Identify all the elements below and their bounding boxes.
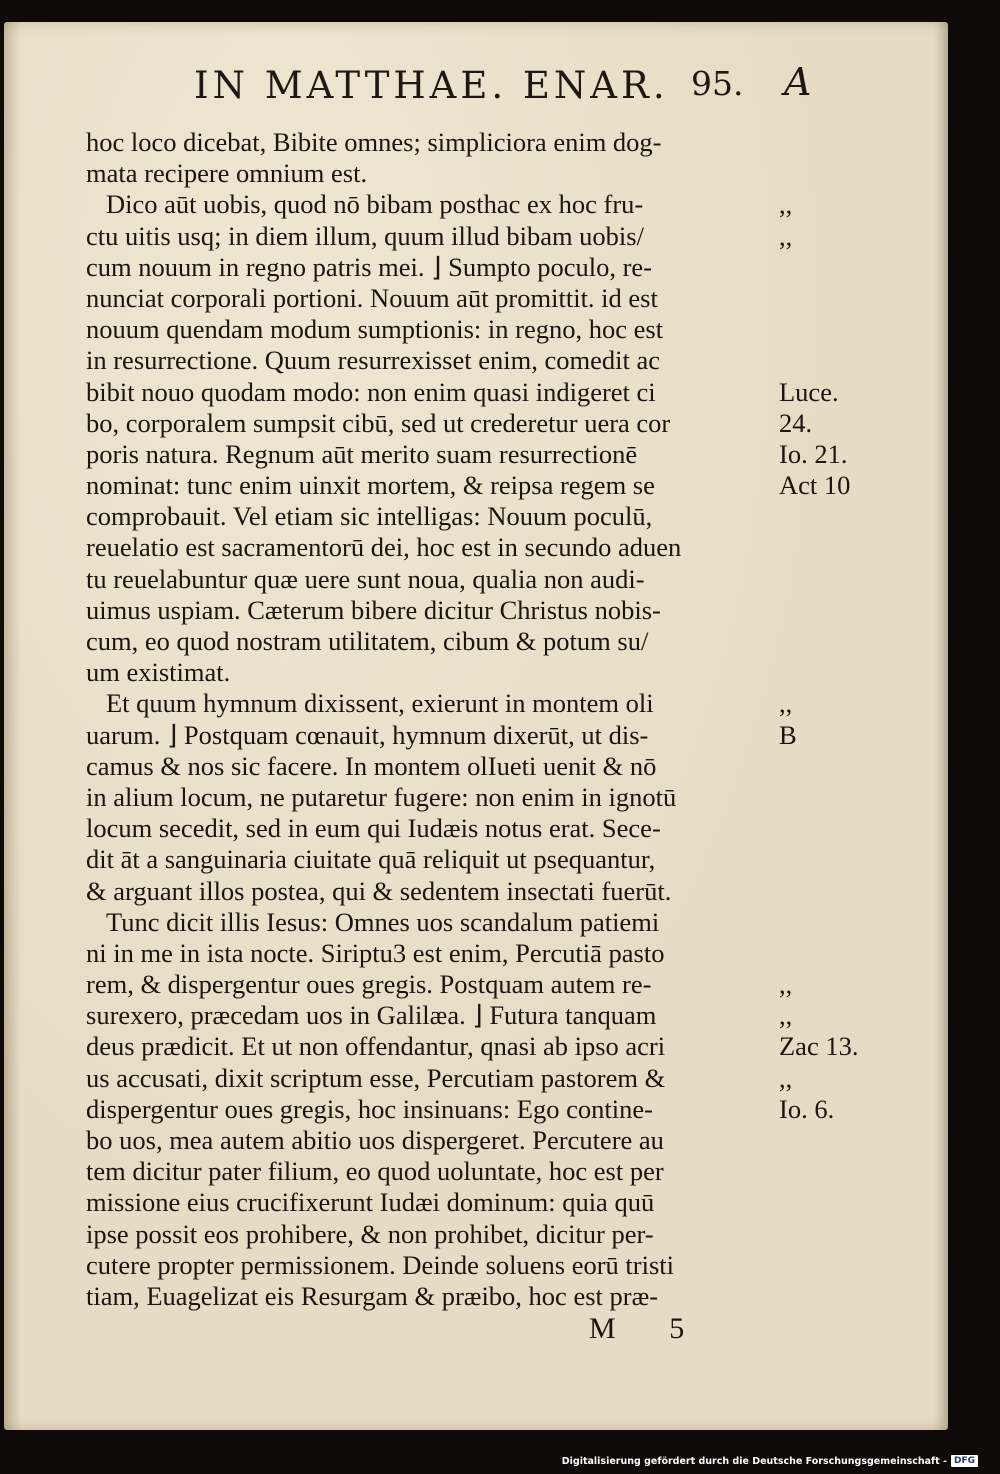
text-line: deus prædicit. Et ut non offendantur, qnasi ab ipso acri [86, 1031, 666, 1062]
margin-note [779, 626, 889, 657]
text-line: uimus uspiam. Cæterum bibere dicitur Christus nobis- [86, 594, 661, 625]
text-line: surexero, præcedam uos in Galilæa. ⌋ Futura tanquam [86, 1000, 657, 1031]
margin-note [779, 501, 889, 532]
text-line: ipse possit eos prohibere, & non prohibet, dicitur per- [86, 1218, 654, 1249]
text-line: in alium locum, ne putaretur fugere: non enim in ignotū [86, 781, 677, 812]
text-line: tu reuelabuntur quæ uere sunt noua, qualia non audi- [86, 563, 645, 594]
margin-note: Luce. [779, 376, 839, 407]
text-line: ctu uitis usq; in diem illum, quum illud bibam uobis/ [86, 220, 644, 251]
margin-note [779, 1156, 889, 1187]
text-line: us accusati, dixit scriptum esse, Percutiam pastorem & [86, 1062, 666, 1093]
body-text [86, 127, 776, 1312]
margin-note [779, 876, 889, 907]
text-line: Dico aūt uobis, quod nō bibam posthac ex hoc fru- [106, 189, 644, 220]
margin-note [779, 813, 889, 844]
margin-note: ,, [779, 969, 793, 1000]
margin-note [779, 751, 889, 782]
text-line: locum secedit, sed in eum qui Iudæis notus erat. Sece- [86, 813, 661, 844]
text-line: nominat: tunc enim uinxit mortem, & reipsa regem se [86, 470, 655, 501]
margin-note: Io. 6. [779, 1093, 835, 1124]
margin-note: ,, [779, 1062, 793, 1093]
text-line: nunciat corporali portioni. Nouum aūt promittit. id est [86, 282, 658, 313]
dfg-logo-icon: DFG [951, 1455, 978, 1467]
margin-note [779, 657, 889, 688]
margin-note: Zac 13. [779, 1031, 859, 1062]
page-header [194, 60, 824, 110]
margin-note: Io. 21. [779, 438, 848, 469]
text-line: bibit nouo quodam modo: non enim quasi indigeret ci [86, 376, 656, 407]
margin-note: Act 10 [779, 470, 851, 501]
margin-note [779, 782, 889, 813]
text-line: & arguant illos postea, qui & sedentem insectati fuerūt. [86, 875, 672, 906]
signature-mark: M [589, 1312, 616, 1345]
text-line: tiam, Euagelizat eis Resurgam & præibo, hoc est præ- [86, 1280, 659, 1311]
margin-note: 24. [779, 407, 813, 438]
margin-note [779, 1125, 889, 1156]
text-line: nouum quendam modum sumptionis: in regno, hoc est [86, 314, 664, 345]
text-line: camus & nos sic facere. In montem olIueti uenit & nō [86, 750, 657, 781]
margin-note [779, 1250, 889, 1281]
margin-note [779, 283, 889, 314]
text-line: tem dicitur pater filium, eo quod uoluntate, hoc est per [86, 1156, 664, 1187]
page-footer [589, 1312, 729, 1346]
text-line: cum nouum in regno patris mei. ⌋ Sumpto poculo, re- [86, 251, 653, 282]
margin-note [779, 158, 889, 189]
margin-note [779, 127, 889, 158]
margin-note [779, 844, 889, 875]
margin-note: ,, [779, 189, 793, 220]
text-line: poris natura. Regnum aūt merito suam resurrectionē [86, 438, 638, 469]
text-line: ni in me in ista nocte. Siriptu3 est enim, Percutiā pasto [86, 937, 665, 968]
margin-note [779, 252, 889, 283]
book-page [4, 22, 948, 1430]
digitization-credit [562, 1455, 978, 1467]
text-line: Et quum hymnum dixissent, exierunt in montem oli [106, 688, 654, 719]
margin-note [779, 938, 889, 969]
margin-note: ,, [779, 688, 793, 719]
margin-note [779, 564, 889, 595]
text-line: um existimat. [86, 657, 231, 688]
text-line: mata recipere omnium est. [86, 158, 368, 189]
margin-note: B [779, 719, 797, 750]
text-line: hoc loco dicebat, Bibite omnes; simpliciora enim dog- [86, 127, 662, 157]
page-number: 95. [691, 64, 744, 103]
margin-note [779, 532, 889, 563]
margin-note [779, 345, 889, 376]
signature-number: 5 [669, 1312, 685, 1345]
text-line: reuelatio est sacramentorū dei, hoc est in secundo aduen [86, 532, 682, 563]
text-line: dit āt a sanguinaria ciuitate quā reliquit ut psequantur, [86, 844, 656, 875]
running-head: IN MATTHAE. ENAR. [194, 64, 669, 107]
text-line: in resurrectione. Quum resurrexisset enim, comedit ac [86, 345, 660, 376]
margin-note [779, 1187, 889, 1218]
margin-note [779, 595, 889, 626]
margin-note: ,, [779, 220, 793, 251]
margin-notes [779, 127, 889, 1312]
text-line: bo, corporalem sumpsit cibū, sed ut crederetur uera cor [86, 407, 671, 438]
credit-text: Digitalisierung gefördert durch die Deutsche Forschungsgemeinschaft - [561, 1455, 947, 1467]
text-line: rem, & dispergentur oues gregis. Postquam autem re- [86, 969, 652, 1000]
text-line: bo uos, mea autem abitio uos dispergeret. Percutere au [86, 1125, 664, 1155]
margin-note [779, 1281, 889, 1312]
margin-note [779, 314, 889, 345]
text-line: dispergentur oues gregis, hoc insinuans: Ego contine- [86, 1093, 653, 1124]
text-line: Tunc dicit illis Iesus: Omnes uos scandalum patiemi [106, 906, 660, 937]
text-line: comprobauit. Vel etiam sic intelligas: Nouum poculū, [86, 501, 653, 532]
text-line: missione eius crucifixerunt Iudæi dominum: quia quū [86, 1187, 655, 1218]
margin-note [779, 1219, 889, 1250]
margin-note [779, 907, 889, 938]
text-line: uarum. ⌋ Postquam cœnauit, hymnum dixerūt, ut dis- [86, 719, 649, 750]
text-line: cutere propter permissionem. Deinde soluens eorū tristi [86, 1249, 674, 1280]
section-letter: A [784, 60, 812, 104]
text-line: cum, eo quod nostram utilitatem, cibum & potum su/ [86, 626, 649, 656]
margin-note: ,, [779, 1000, 793, 1031]
